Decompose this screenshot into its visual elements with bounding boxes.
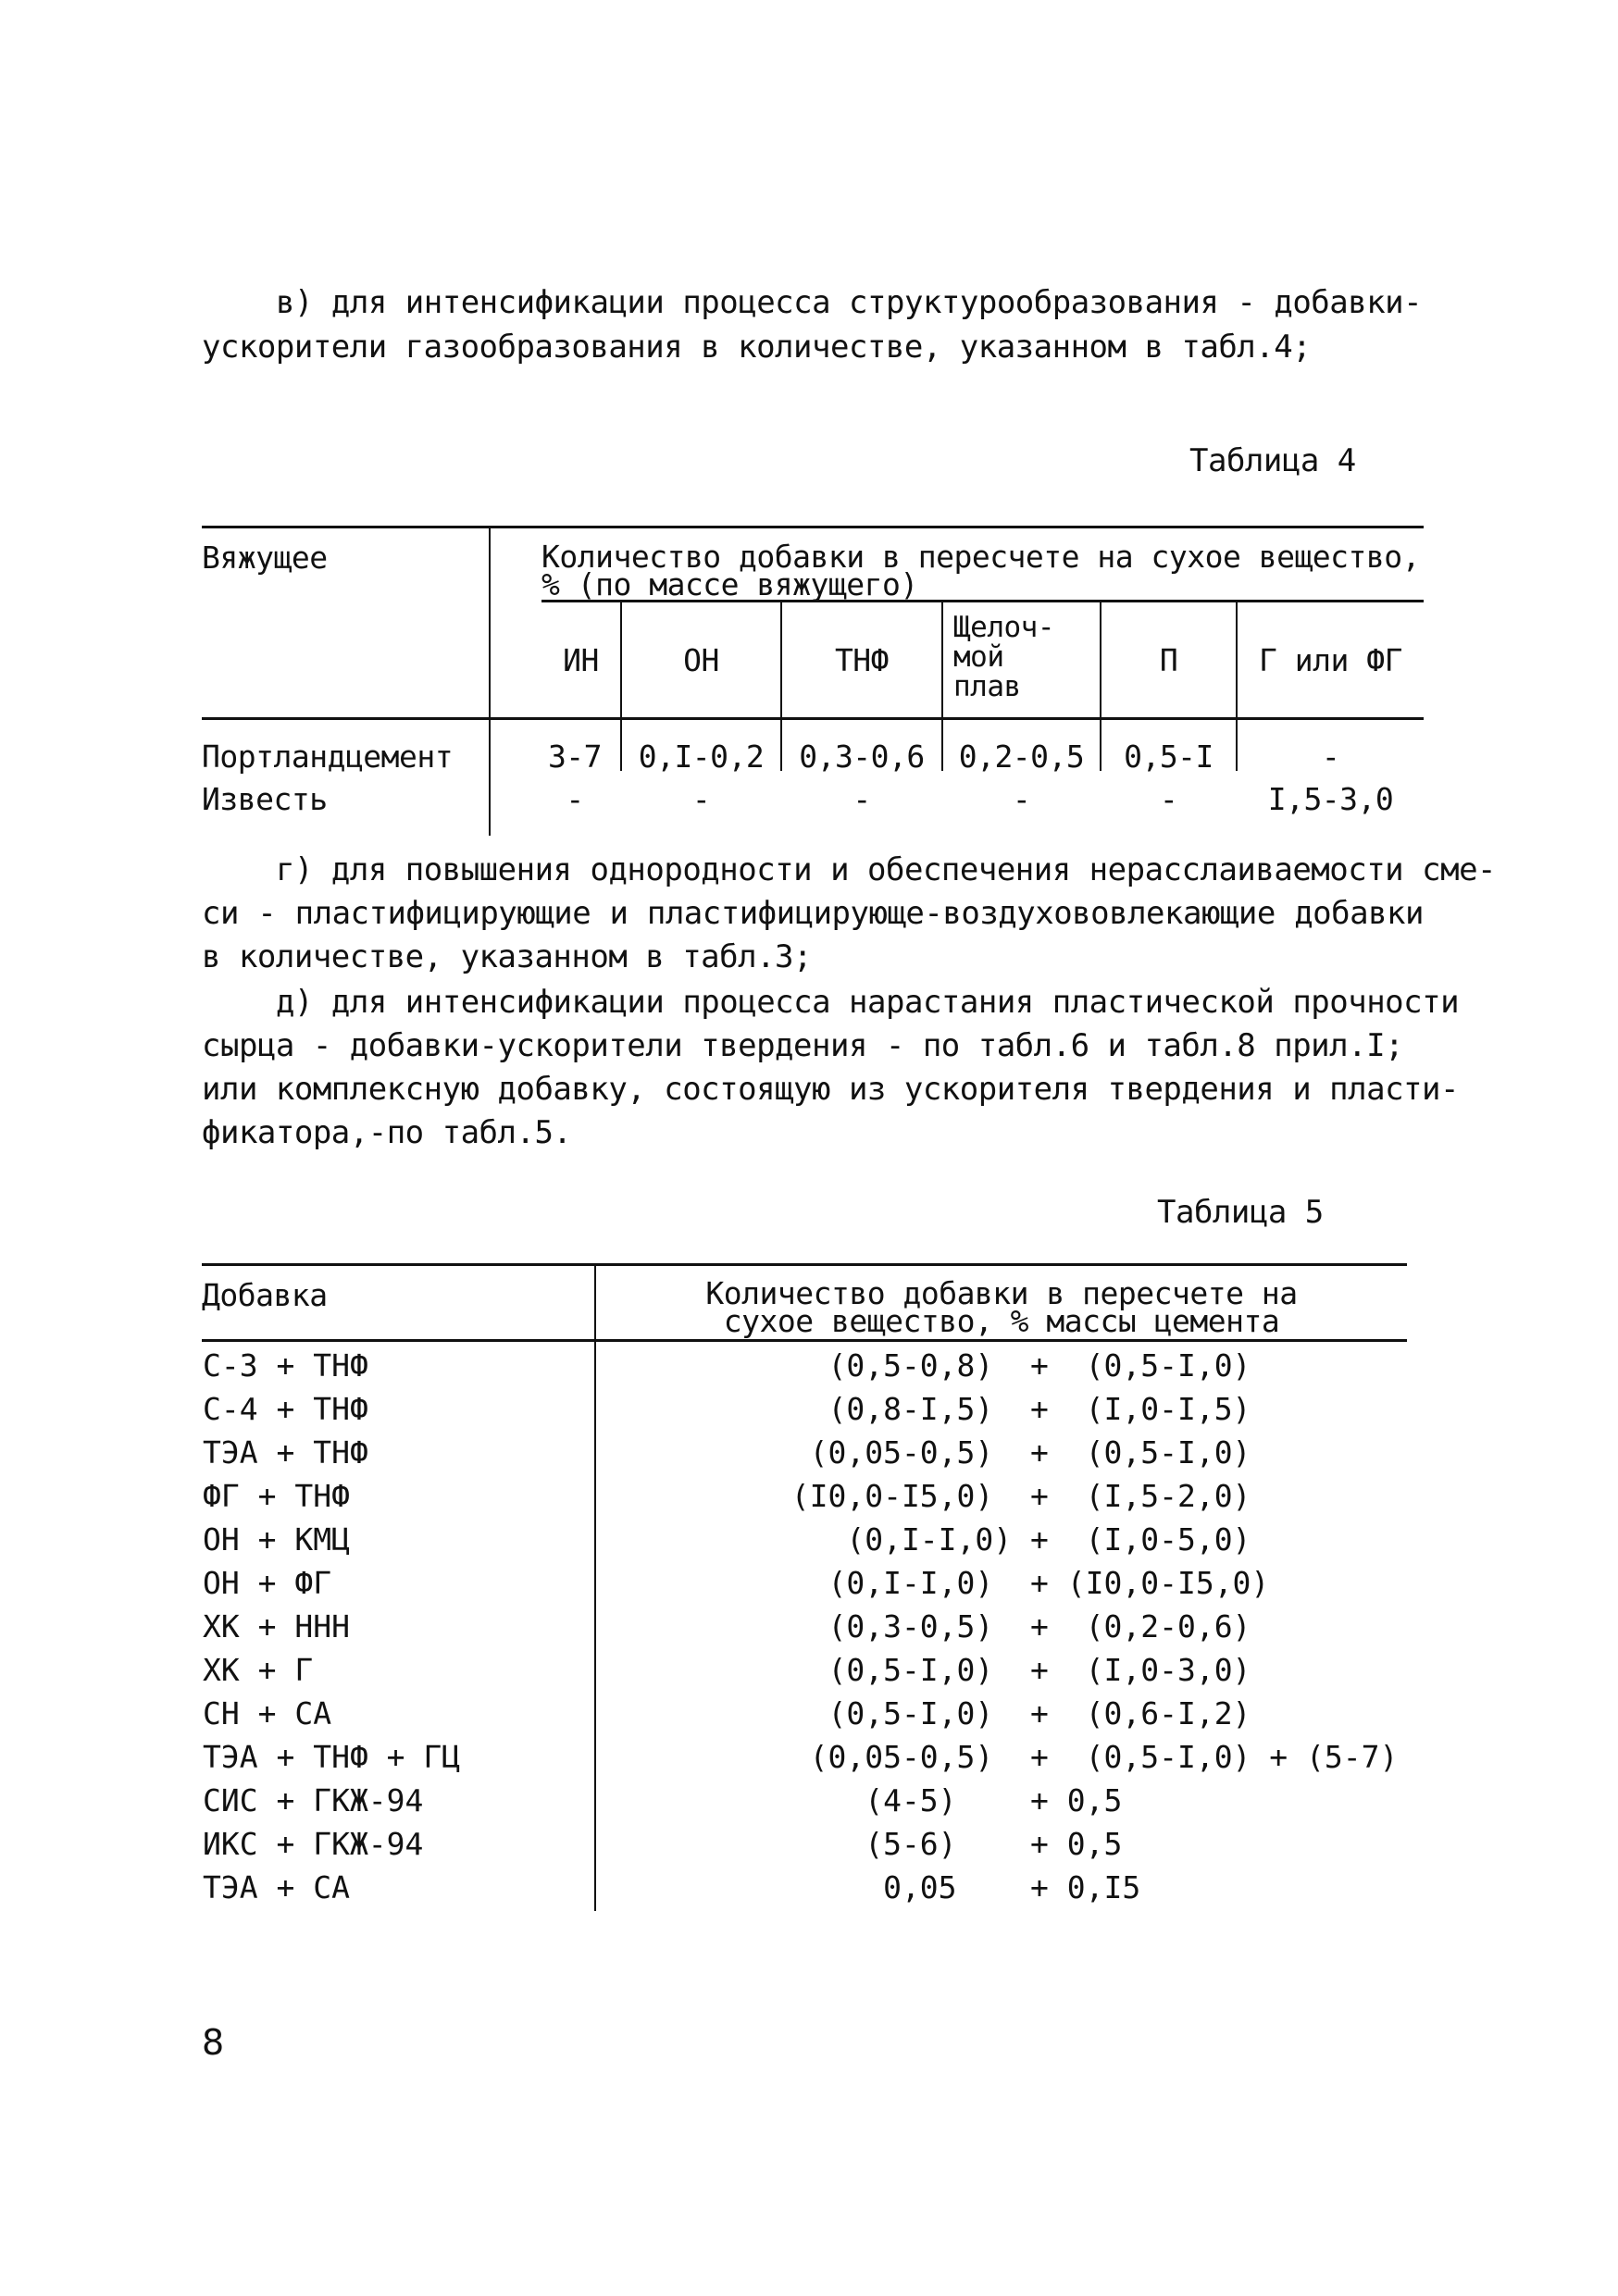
table5-caption: Таблица 5	[1157, 1194, 1324, 1231]
table4-subcol-alkali-line1: Щелоч-	[953, 611, 1054, 644]
para-v-line-2: ускорители газообразования в количестве, указанном в табл.4;	[202, 329, 1312, 366]
table5-row	[199, 1735, 1402, 1779]
table5-row	[199, 1692, 1402, 1735]
table5-col-amount-line1: Количество добавки в пересчете на	[705, 1275, 1298, 1311]
table4-row1-p: 0,5-I	[1124, 738, 1214, 775]
table4-subcol-p: П	[1159, 642, 1178, 678]
table5-row-additive: ТЭА + СА	[203, 1869, 350, 1905]
table4-row1-on: 0,I-0,2	[638, 738, 765, 775]
table5-row-amount: (0,5-I,0) + (I,0-3,0)	[754, 1652, 1251, 1688]
table5-row-additive: ХК + ННН	[203, 1608, 350, 1644]
table5-row	[199, 1387, 1402, 1431]
para-g-line-3: в количестве, указанном в табл.3;	[202, 938, 813, 975]
table5-row-amount: (I0,0-I5,0) + (I,5-2,0)	[754, 1478, 1251, 1514]
table5-col-amount-line2: сухое вещество, % массы цемента	[723, 1303, 1280, 1339]
table4-row2-binder: Известь	[202, 781, 328, 817]
table5-row-additive: ИКС + ГКЖ-94	[203, 1826, 424, 1862]
page-number: 8	[202, 2022, 225, 2063]
table5-row	[199, 1822, 1402, 1866]
table5-row	[199, 1605, 1402, 1648]
table4-row2-p: -	[1159, 781, 1178, 817]
table4-row1-g-fg: -	[1321, 738, 1340, 775]
table4-col-binder: Вяжущее	[202, 540, 328, 576]
para-d-line-3: или комплексную добавку, состоящую из ускорителя твердения и пласти-	[202, 1071, 1459, 1108]
table5-row-additive: ОН + КМЦ	[203, 1521, 350, 1558]
table5-row	[199, 1431, 1402, 1474]
table5-row-amount: (0,3-0,5) + (0,2-0,6)	[754, 1608, 1251, 1644]
table5-row-amount: (0,I-I,0) + (I,0-5,0)	[754, 1521, 1251, 1558]
table5-col-additive: Добавка	[202, 1277, 328, 1313]
table4-group-header-line2: % (по массе вяжущего)	[541, 566, 918, 602]
table5-row	[199, 1518, 1402, 1561]
table4-subcol-alkali-line3: плав	[953, 670, 1021, 703]
table5-row-additive: ОН + ФГ	[203, 1565, 332, 1601]
table4-top-rule	[202, 526, 1424, 528]
table4-subcol-g-fg: Г или ФГ	[1259, 642, 1402, 678]
table4-col-divider-main	[489, 526, 491, 836]
table5-row-amount: (0,5-I,0) + (0,6-I,2)	[754, 1695, 1251, 1731]
table4-group-header-line1: Количество добавки в пересчете на сухое вещество,	[541, 539, 1421, 575]
para-d-line-2: сырца - добавки-ускорители твердения - по табл.6 и табл.8 прил.I;	[202, 1027, 1404, 1064]
table5-row	[199, 1866, 1402, 1909]
table5-row-amount: (0,8-I,5) + (I,0-I,5)	[754, 1391, 1251, 1427]
table5-row-amount: (0,I-I,0) + (I0,0-I5,0)	[754, 1565, 1270, 1601]
table5-row-amount: (0,5-0,8) + (0,5-I,0)	[754, 1347, 1251, 1384]
table4-row2-g-fg: I,5-3,0	[1267, 781, 1394, 817]
table4-row1-tnf: 0,3-0,6	[799, 738, 925, 775]
table4-row2-tnf: -	[853, 781, 871, 817]
table5-row-additive: ФГ + ТНФ	[203, 1478, 350, 1514]
para-g-line-2: си - пластифицирующие и пластифицирующе-воздухововлекающие добавки	[202, 895, 1424, 932]
table5-row	[199, 1779, 1402, 1822]
para-g-line-1: г) для повышения однородности и обеспечения нерасслаиваемости сме-	[276, 851, 1497, 888]
table5-row-amount: 0,05 + 0,I5	[754, 1869, 1141, 1905]
table5-row-amount: (4-5) + 0,5	[754, 1782, 1123, 1818]
table4-subcol-tnf: ТНФ	[834, 642, 890, 678]
table5-row-additive: СИС + ГКЖ-94	[203, 1782, 424, 1818]
table4-row1-binder: Портландцемент	[202, 738, 454, 775]
table5-row-amount: (0,05-0,5) + (0,5-I,0) + (5-7)	[754, 1739, 1399, 1775]
table5-row-additive: СН + СА	[203, 1695, 332, 1731]
table4-row2-on: -	[691, 781, 711, 817]
table5-row-additive: ТЭА + ТНФ + ГЦ	[203, 1739, 461, 1775]
table5-row-additive: ТЭА + ТНФ	[203, 1434, 368, 1471]
table5-header-bottom-rule	[202, 1339, 1407, 1342]
table5-row	[199, 1344, 1402, 1387]
table5-row-additive: С-4 + ТНФ	[203, 1391, 368, 1427]
table5-row-amount: (5-6) + 0,5	[754, 1826, 1123, 1862]
para-d-line-1: д) для интенсификации процесса нарастания пластической прочности	[276, 984, 1460, 1021]
table4-row2-alkali: -	[1012, 781, 1031, 817]
table4-header-bottom-rule	[202, 717, 1424, 720]
table4-row1-in: 3-7	[547, 738, 603, 775]
para-v-line-1: в) для интенсификации процесса структурообразования - добавки-	[276, 284, 1423, 321]
table5-top-rule	[202, 1263, 1407, 1266]
table4-caption: Таблица 4	[1189, 442, 1356, 479]
table5-row	[199, 1474, 1402, 1518]
table4-row1-alkali: 0,2-0,5	[958, 738, 1085, 775]
table5-row	[199, 1561, 1402, 1605]
table4-subcol-alkali-line2: мой	[953, 640, 1004, 674]
table4-subcol-on: ОН	[683, 642, 719, 678]
table5-row	[199, 1648, 1402, 1692]
table5-row-additive: С-3 + ТНФ	[203, 1347, 368, 1384]
para-d-line-4: фикатора,-по табл.5.	[202, 1114, 572, 1151]
table4-subcol-in: ИН	[563, 642, 599, 678]
table5-row-amount: (0,05-0,5) + (0,5-I,0)	[754, 1434, 1251, 1471]
table5-row-additive: ХК + Г	[203, 1652, 314, 1688]
table4-row2-in: -	[566, 781, 584, 817]
